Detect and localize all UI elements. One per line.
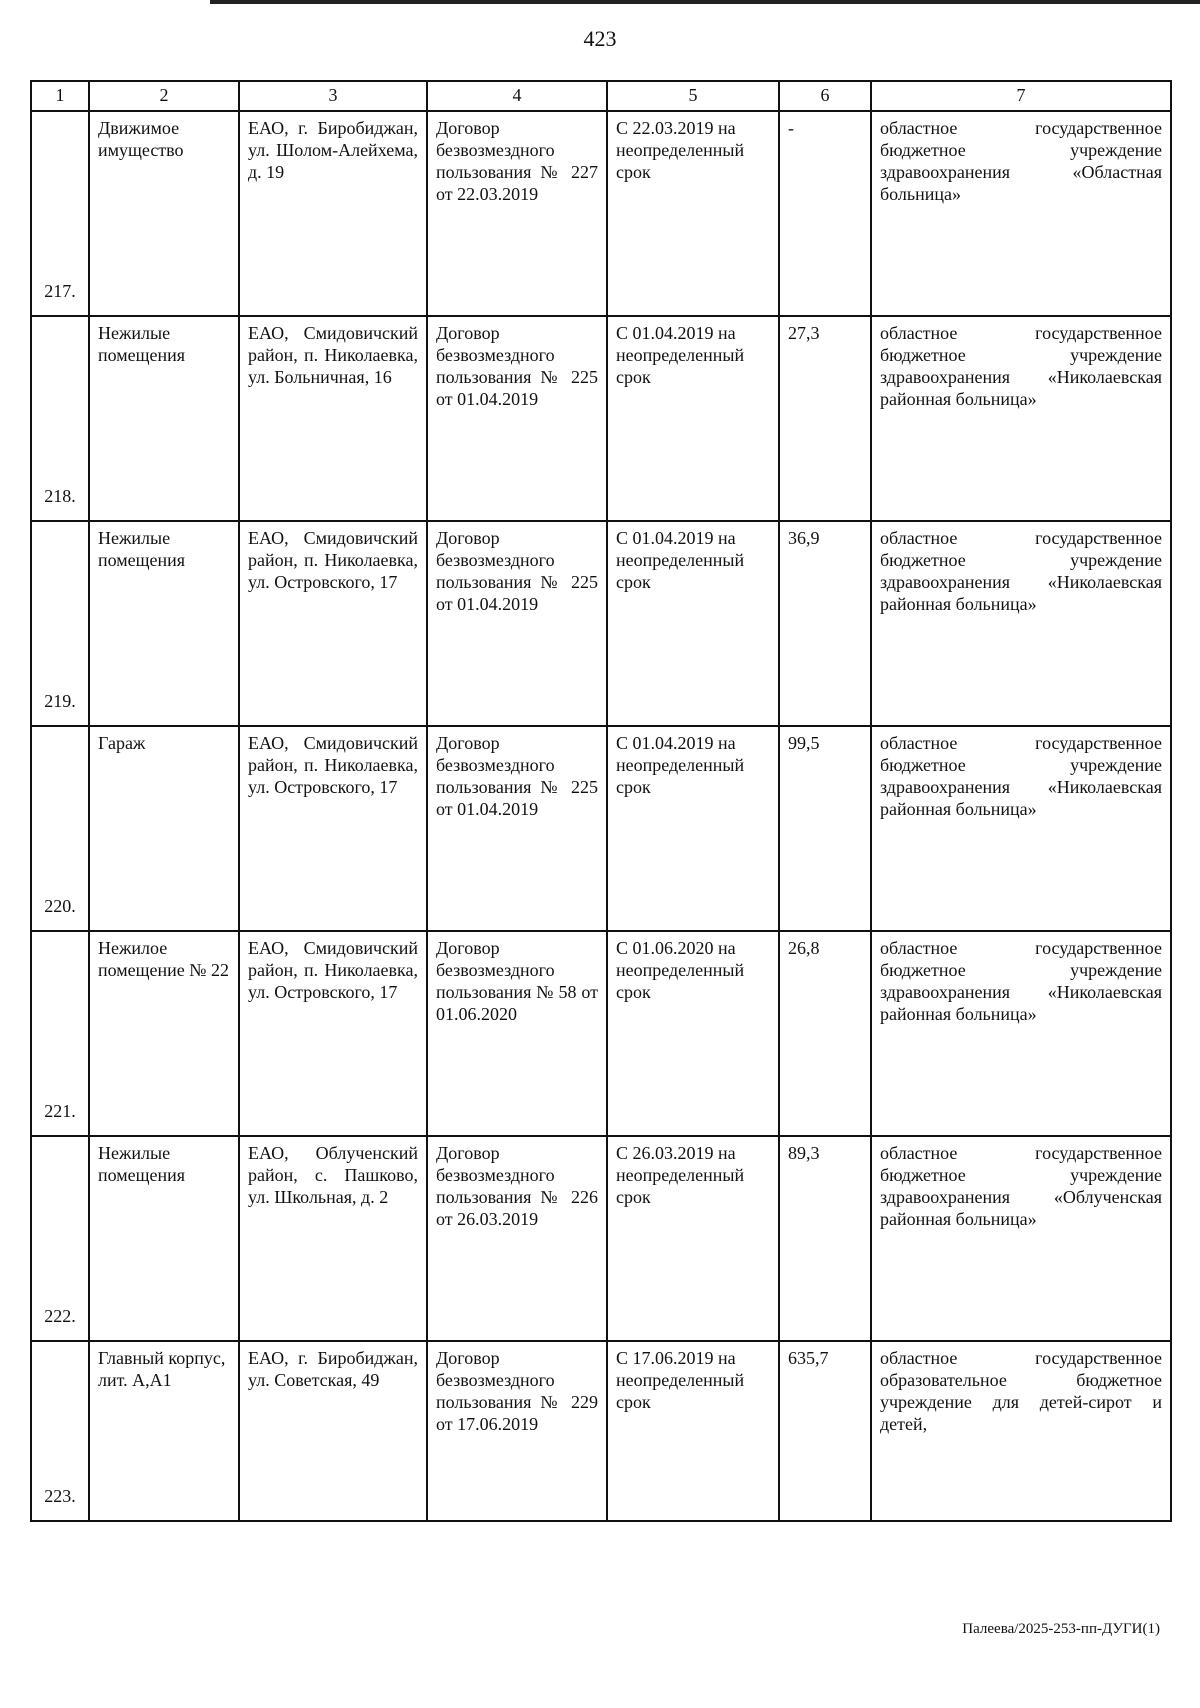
table-row [31,111,1171,316]
area-value: 27,3 [779,316,871,521]
column-header-5: 5 [607,81,779,111]
row-number: 221. [31,931,89,1136]
rights-holder: областное государственное бюджетное учреждение здравоохранения «Николаевская районная больница» [871,931,1171,1136]
property-name: Главный корпус, лит. А,А1 [89,1341,239,1521]
column-header-4: 4 [427,81,607,111]
column-header-6: 6 [779,81,871,111]
contract-term: С 01.04.2019 на неопределенный срок [607,726,779,931]
property-name: Нежилые помещения [89,316,239,521]
property-address: ЕАО, г. Биробиджан, ул. Советская, 49 [239,1341,427,1521]
property-name: Гараж [89,726,239,931]
row-number: 220. [31,726,89,931]
property-address: ЕАО, Облученский район, с. Пашково, ул. Школьная, д. 2 [239,1136,427,1341]
table-row [31,931,1171,1136]
property-name: Нежилые помещения [89,1136,239,1341]
rights-holder: областное государственное бюджетное учреждение здравоохранения «Николаевская районная больница» [871,521,1171,726]
area-value: 36,9 [779,521,871,726]
column-header-2: 2 [89,81,239,111]
contract-term: С 22.03.2019 на неопределенный срок [607,111,779,316]
property-name: Движимое имущество [89,111,239,316]
table-row [31,521,1171,726]
rights-holder: областное государственное образовательное бюджетное учреждение для детей-сирот и детей, [871,1341,1171,1521]
property-address: ЕАО, Смидовичский район, п. Николаевка, ул. Островского, 17 [239,521,427,726]
property-registry-table [30,80,1172,1522]
contract-details: Договор безвозмездного пользования № 225 от 01.04.2019 [427,726,607,931]
contract-details: Договор безвозмездного пользования № 58 от 01.06.2020 [427,931,607,1136]
property-name: Нежилое помещение № 22 [89,931,239,1136]
property-address: ЕАО, Смидовичский район, п. Николаевка, ул. Островского, 17 [239,931,427,1136]
property-address: ЕАО, г. Биробиджан, ул. Шолом-Алейхема, д. 19 [239,111,427,316]
area-value: 635,7 [779,1341,871,1521]
property-address: ЕАО, Смидовичский район, п. Николаевка, ул. Больничная, 16 [239,316,427,521]
rights-holder: областное государственное бюджетное учреждение здравоохранения «Николаевская районная больница» [871,316,1171,521]
area-value: 26,8 [779,931,871,1136]
contract-term: С 01.04.2019 на неопределенный срок [607,521,779,726]
table-row [31,316,1171,521]
row-number: 219. [31,521,89,726]
rights-holder: областное государственное бюджетное учреждение здравоохранения «Николаевская районная больница» [871,726,1171,931]
table-row [31,726,1171,931]
area-value: 89,3 [779,1136,871,1341]
contract-details: Договор безвозмездного пользования № 229 от 17.06.2019 [427,1341,607,1521]
contract-details: Договор безвозмездного пользования № 227 от 22.03.2019 [427,111,607,316]
column-header-3: 3 [239,81,427,111]
page-number: 423 [583,26,617,51]
table-row [31,1341,1171,1521]
column-header-1: 1 [31,81,89,111]
table-row [31,1136,1171,1341]
row-number: 218. [31,316,89,521]
contract-details: Договор безвозмездного пользования № 226 от 26.03.2019 [427,1136,607,1341]
scan-top-rule [210,0,1200,4]
contract-term: С 01.06.2020 на неопределенный срок [607,931,779,1136]
row-number: 223. [31,1341,89,1521]
contract-details: Договор безвозмездного пользования № 225 от 01.04.2019 [427,316,607,521]
document-footer-code: Палеева/2025-253-пп-ДУГИ(1) [962,1621,1160,1637]
header-row [31,81,1171,111]
contract-term: С 17.06.2019 на неопределенный срок [607,1341,779,1521]
property-address: ЕАО, Смидовичский район, п. Николаевка, ул. Островского, 17 [239,726,427,931]
area-value: - [779,111,871,316]
contract-term: С 26.03.2019 на неопределенный срок [607,1136,779,1341]
row-number: 217. [31,111,89,316]
rights-holder: областное государственное бюджетное учреждение здравоохранения «Областная больница» [871,111,1171,316]
contract-term: С 01.04.2019 на неопределенный срок [607,316,779,521]
column-header-7: 7 [871,81,1171,111]
row-number: 222. [31,1136,89,1341]
contract-details: Договор безвозмездного пользования № 225 от 01.04.2019 [427,521,607,726]
property-name: Нежилые помещения [89,521,239,726]
area-value: 99,5 [779,726,871,931]
rights-holder: областное государственное бюджетное учреждение здравоохранения «Облученская районная больница» [871,1136,1171,1341]
